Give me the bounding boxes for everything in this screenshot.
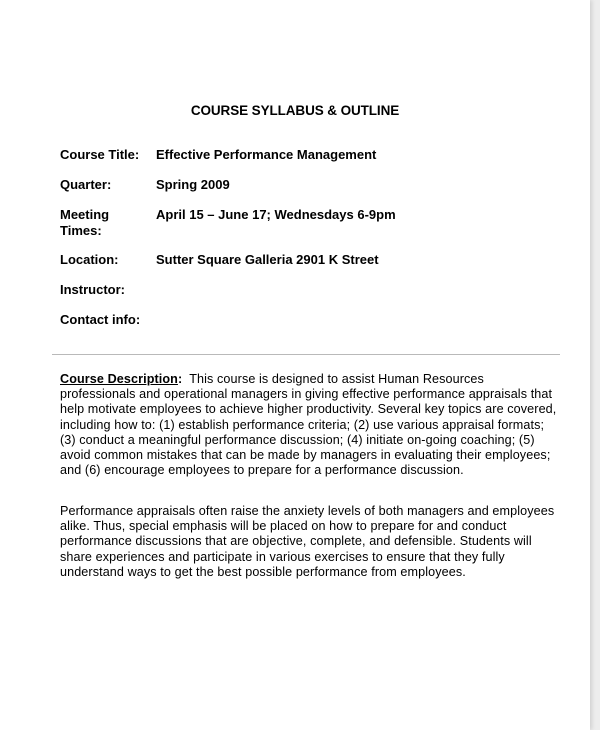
location-value: Sutter Square Galleria 2901 K Street: [156, 252, 379, 267]
course-description-heading-colon: :: [177, 372, 183, 386]
course-description-heading: Course Description: [60, 372, 178, 386]
contact-info-label: Contact info:: [60, 312, 141, 327]
course-title-label: Course Title:: [60, 147, 140, 162]
location-label: Location:: [60, 252, 119, 267]
quarter-value: Spring 2009: [156, 177, 230, 192]
meeting-times-value: April 15 – June 17; Wednesdays 6-9pm: [156, 207, 396, 222]
meeting-times-label-line1: Meeting: [60, 207, 110, 222]
course-title-value: Effective Performance Management: [156, 147, 377, 162]
instructor-label: Instructor:: [60, 282, 125, 297]
meeting-times-label-line2: Times:: [60, 223, 102, 238]
course-description-text: This course is designed to assist Human Resources professionals and operational managers in giving effective performance appraisals that help motivate employees to achieve higher productivity. Several key topics are covered, including how to: (1) establish performance criteria; (2) use various appraisal formats; (3) conduct a meaningful performance discussion; (4) initiate on-going coaching; (5) avoid common mistakes that can be made by managers in evaluating their employees; and (6) encourage employees to prepare for a performance discussion.: [60, 372, 557, 478]
document-title: COURSE SYLLABUS & OUTLINE: [190, 103, 400, 118]
meeting-times-label: [60, 207, 150, 239]
performance-appraisals-paragraph: Performance appraisals often raise the anxiety levels of both managers and employees alike. Thus, special emphasis will be placed on how to prepare for and conduct performance discussions that are objective, complete, and defensible. Students will share experiences and participate in various exercises to ensure that they fully understand ways to get the best possible performance from employees.: [60, 504, 555, 579]
section-divider: [52, 354, 560, 355]
quarter-label: Quarter:: [60, 177, 112, 192]
course-description-paragraph: [60, 372, 560, 478]
